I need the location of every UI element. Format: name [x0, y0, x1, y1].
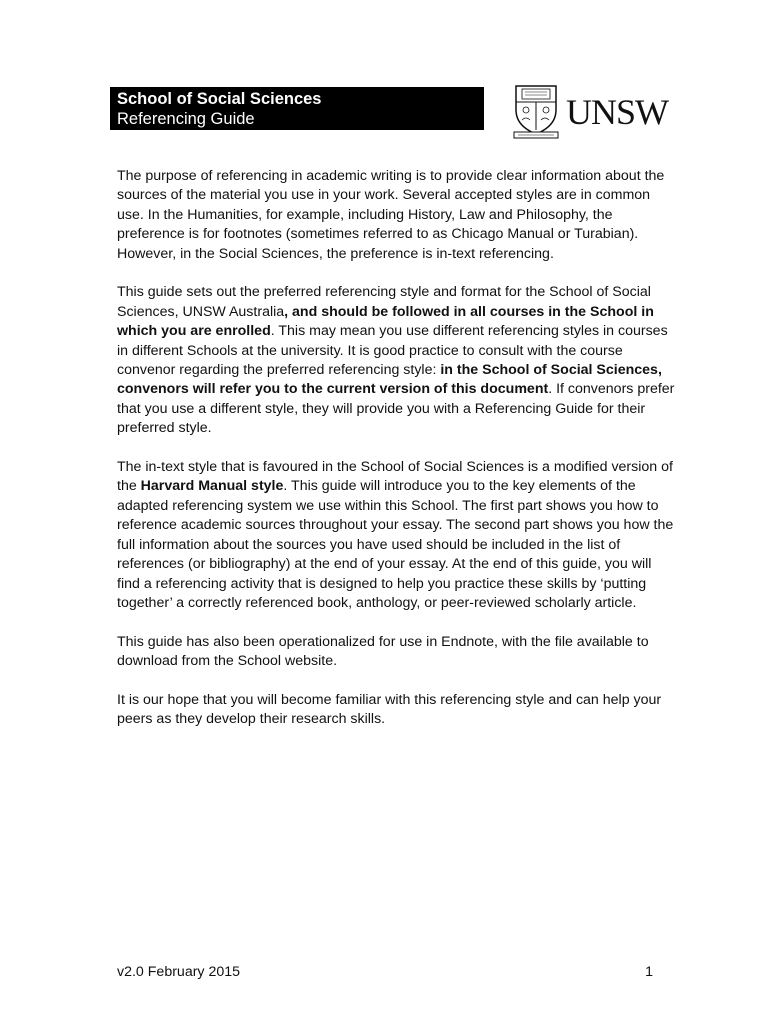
page-number: 1: [645, 964, 653, 980]
document-title: School of Social Sciences: [117, 90, 322, 108]
text-span: . This guide will introduce you to the key elements of the adapted referencing system we use within this School. The first part shows you how to reference academic sources throughout your essay. The second part shows you how the full information about the sources you have used should be included in the list of references (or bibliography) at the end of your essay. At the end of this guide, you will find a referencing activity that is designed to help you practice these skills by ‘putting together’ a correctly referenced book, anthology, or peer-reviewed scholarly article.: [117, 478, 674, 611]
unsw-wordmark: UNSW: [566, 92, 668, 132]
guide-scope-paragraph: [117, 283, 677, 438]
text-span: The in-text style that is favoured in the School of Social Sciences is a modified version of the: [117, 459, 673, 495]
unsw-crest-icon: [512, 80, 560, 140]
text-span: This guide sets out the preferred referencing style and format for the School of Social Sciences, UNSW Australia: [117, 284, 651, 320]
closing-paragraph: It is our hope that you will become familiar with this referencing style and can help your peers as they develop their research skills.: [117, 691, 662, 728]
intro-paragraph: The purpose of referencing in academic writing is to provide clear information about the sources of the material you use in your work. Several accepted styles are in common use. In the Humanities, for example, including History, Law and Philosophy, the preference is for footnotes (sometimes referred to as Chicago Manual or Turabian). However, in the Social Sciences, the preference is in-text referencing.: [117, 168, 665, 262]
style-overview-paragraph: [117, 458, 677, 613]
unsw-logo: [512, 80, 692, 140]
document-body: [117, 167, 677, 749]
text-span: . This may mean you use different referencing styles in courses in different Schools at the university. It is good practice to consult with the course convenor regarding the preferred referencing style:: [117, 323, 668, 379]
bold-text: , and should be followed in all courses in the School in which you are enrolled: [117, 303, 654, 340]
text-span: . If convenors prefer that you use a different style, they will provide you with a Referencing Guide for their preferred style.: [117, 381, 675, 437]
header-banner: [110, 87, 484, 130]
endnote-paragraph: This guide has also been operationalized for use in Endnote, with the file available to download from the School website.: [117, 633, 649, 670]
bold-text: Harvard Manual style: [140, 478, 284, 495]
bold-text: in the School of Social Sciences, convenors will refer you to the current version of this document: [117, 362, 662, 398]
footer-version: v2.0 February 2015: [117, 964, 241, 980]
document-subtitle: Referencing Guide: [117, 110, 255, 128]
